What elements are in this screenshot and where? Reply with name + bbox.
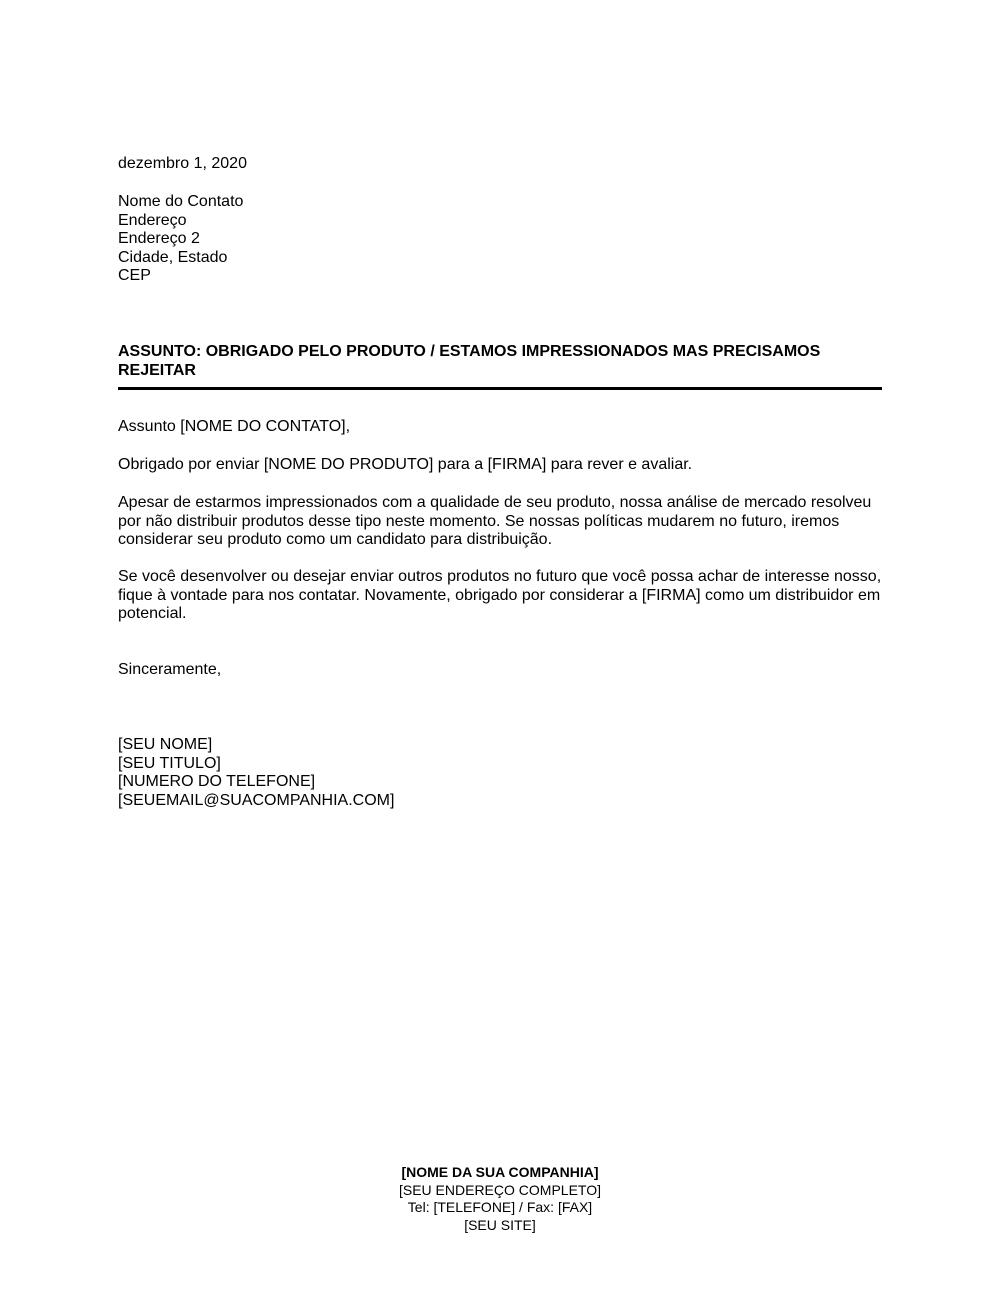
subject-divider — [118, 387, 882, 390]
footer-contact: Tel: [TELEFONE] / Fax: [FAX] — [407, 1199, 593, 1216]
recipient-zip: CEP — [118, 267, 151, 285]
recipient-city-state: Cidade, Estado — [118, 248, 228, 266]
footer-company-name: [NOME DA SUA COMPANHIA] — [401, 1164, 599, 1180]
letter-closing: Sinceramente, — [118, 661, 222, 678]
recipient-address-line-2: Endereço 2 — [118, 230, 200, 248]
recipient-name: Nome do Contato — [118, 193, 244, 210]
letter-paragraph-3: Se você desenvolver ou desejar enviar outros produtos no futuro que você possa achar de interesse nosso, fique à vontade para nos contatar. Novamente, obrigado por considerar a [FIRMA] como um distribuidor em potencial. — [118, 568, 882, 623]
letter-subject: ASSUNTO: OBRIGADO PELO PRODUTO / ESTAMOS IMPRESSIONADOS MAS PRECISAMOS REJEITAR — [118, 343, 821, 379]
signature-phone: [NUMERO DO TELEFONE] — [118, 773, 316, 791]
signature-email: [SEUEMAIL@SUACOMPANHIA.COM] — [118, 791, 395, 809]
company-footer — [250, 1164, 750, 1234]
signature-name: [SEU NOME] — [118, 736, 213, 753]
recipient-address-line-1: Endereço — [118, 211, 187, 229]
signature-title: [SEU TITULO] — [118, 754, 221, 772]
recipient-address — [118, 193, 888, 286]
letter-paragraph-1: Obrigado por enviar [NOME DO PRODUTO] para a [FIRMA] para rever e avaliar. — [118, 456, 693, 473]
signature-block — [118, 736, 888, 810]
footer-site: [SEU SITE] — [464, 1216, 536, 1233]
letter-date: dezembro 1, 2020 — [118, 155, 247, 172]
letter-paragraph-2: Apesar de estarmos impressionados com a qualidade de seu produto, nossa análise de mercado resolveu por não distribuir produtos desse tipo neste momento. Se nossas políticas mudarem no futuro, iremos considerar seu produto como um candidato para distribuição. — [118, 494, 872, 549]
footer-address: [SEU ENDEREÇO COMPLETO] — [398, 1181, 601, 1198]
letter-salutation: Assunto [NOME DO CONTATO], — [118, 418, 351, 435]
